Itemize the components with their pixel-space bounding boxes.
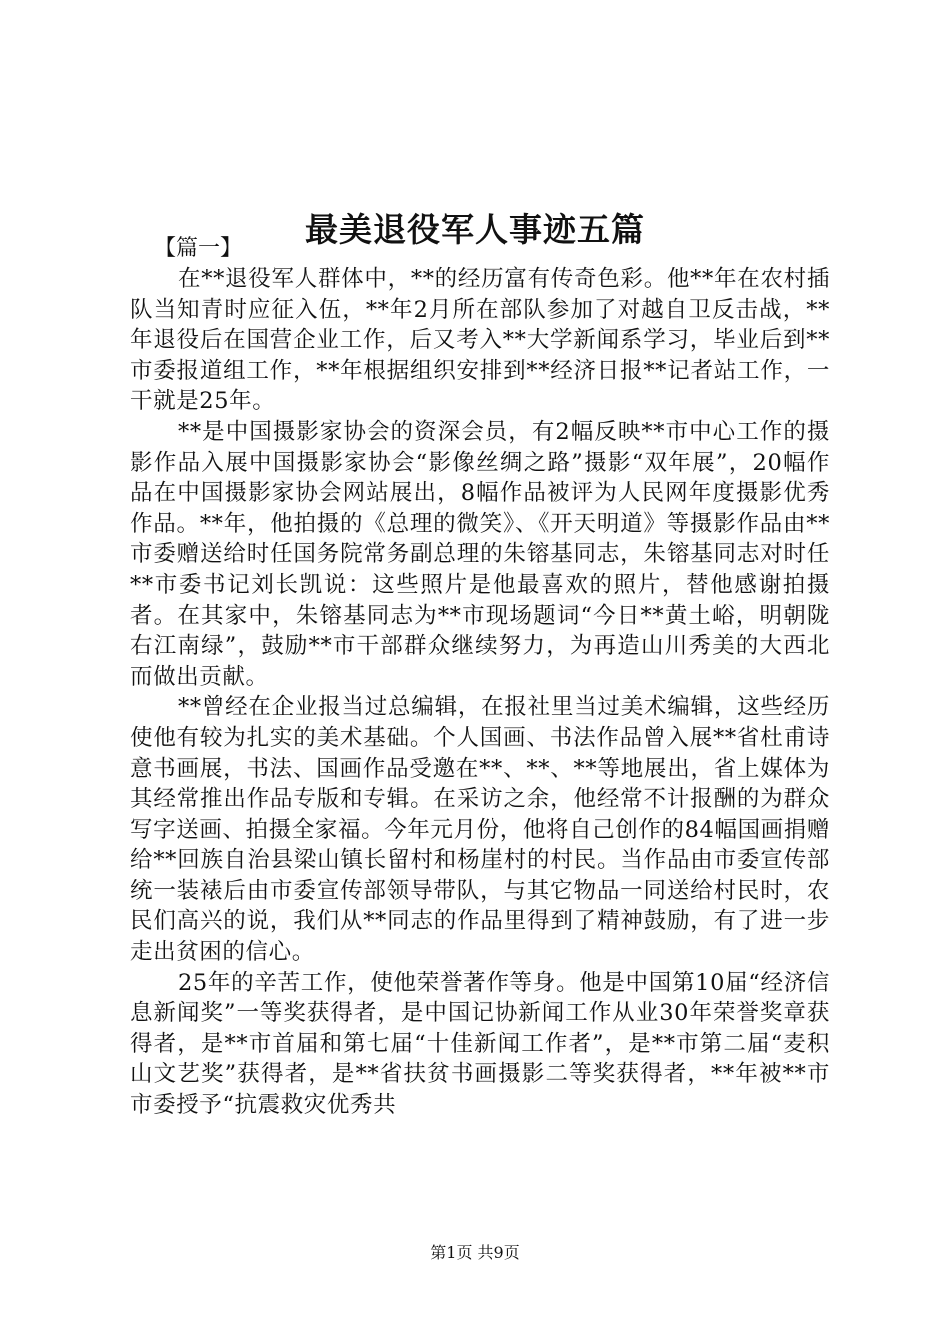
paragraph-4: 25年的辛苦工作，使他荣誉著作等身。他是中国第10届“经济信息新闻奖”一等奖获得者，是中国记协新闻工作从业30年荣誉奖章获得者，是**市首届和第七届“十佳新闻工作者”，是**市第二届“麦积山文艺奖”获得者，是**省扶贫书画摄影二等奖获得者，**年被**市市委授予“抗震救灾优秀共 [130,969,830,1119]
paragraph-2: **是中国摄影家协会的资深会员，有2幅反映**市中心工作的摄影作品入展中国摄影家协会“影像丝绸之路”摄影“双年展”，20幅作品在中国摄影家协会网站展出，8幅作品被评为人民网年度摄影优秀作品。**年，他拍摄的《总理的微笑》、《开天明道》等摄影作品由**市委赠送给时任国务院常务副总理的朱镕基同志，朱镕基同志对时任**市委书记刘长凯说：这些照片是他最喜欢的照片，替他感谢拍摄者。在其家中，朱镕基同志为**市现场题词“今日**黄土峪，明朝陇右江南绿”，鼓励**市干部群众继续努力，为再造山川秀美的大西北而做出贡献。 [130,418,830,690]
section-label: 【篇一】 [154,236,243,261]
document-title: 最美退役军人事迹五篇 [305,210,645,250]
document-body [130,234,830,1121]
page-footer: 第1页 共9页 [430,1243,520,1262]
paragraph-3: **曾经在企业报当过总编辑，在报社里当过美术编辑，这些经历使他有较为扎实的美术基础。个人国画、书法作品曾入展**省杜甫诗意书画展，书法、国画作品受邀在**、**、**等地展出，省上媒体为其经常推出作品专版和专辑。在采访之余，他经常不计报酬的为群众写字送画、拍摄全家福。今年元月份，他将自己创作的84幅国画捐赠给**回族自治县梁山镇长留村和杨崖村的村民。当作品由市委宣传部统一装裱后由市委宣传部领导带队，与其它物品一同送给村民时，农民们高兴的说，我们从**同志的作品里得到了精神鼓励，有了进一步走出贫困的信心。 [130,694,830,966]
paragraph-1: 在**退役军人群体中，**的经历富有传奇色彩。他**年在农村插队当知青时应征入伍，**年2月所在部队参加了对越自卫反击战，**年退役后在国营企业工作，后又考入**大学新闻系学习，毕业后到**市委报道组工作，**年根据组织安排到**经济日报**记者站工作，一干就是25年。 [130,266,830,415]
